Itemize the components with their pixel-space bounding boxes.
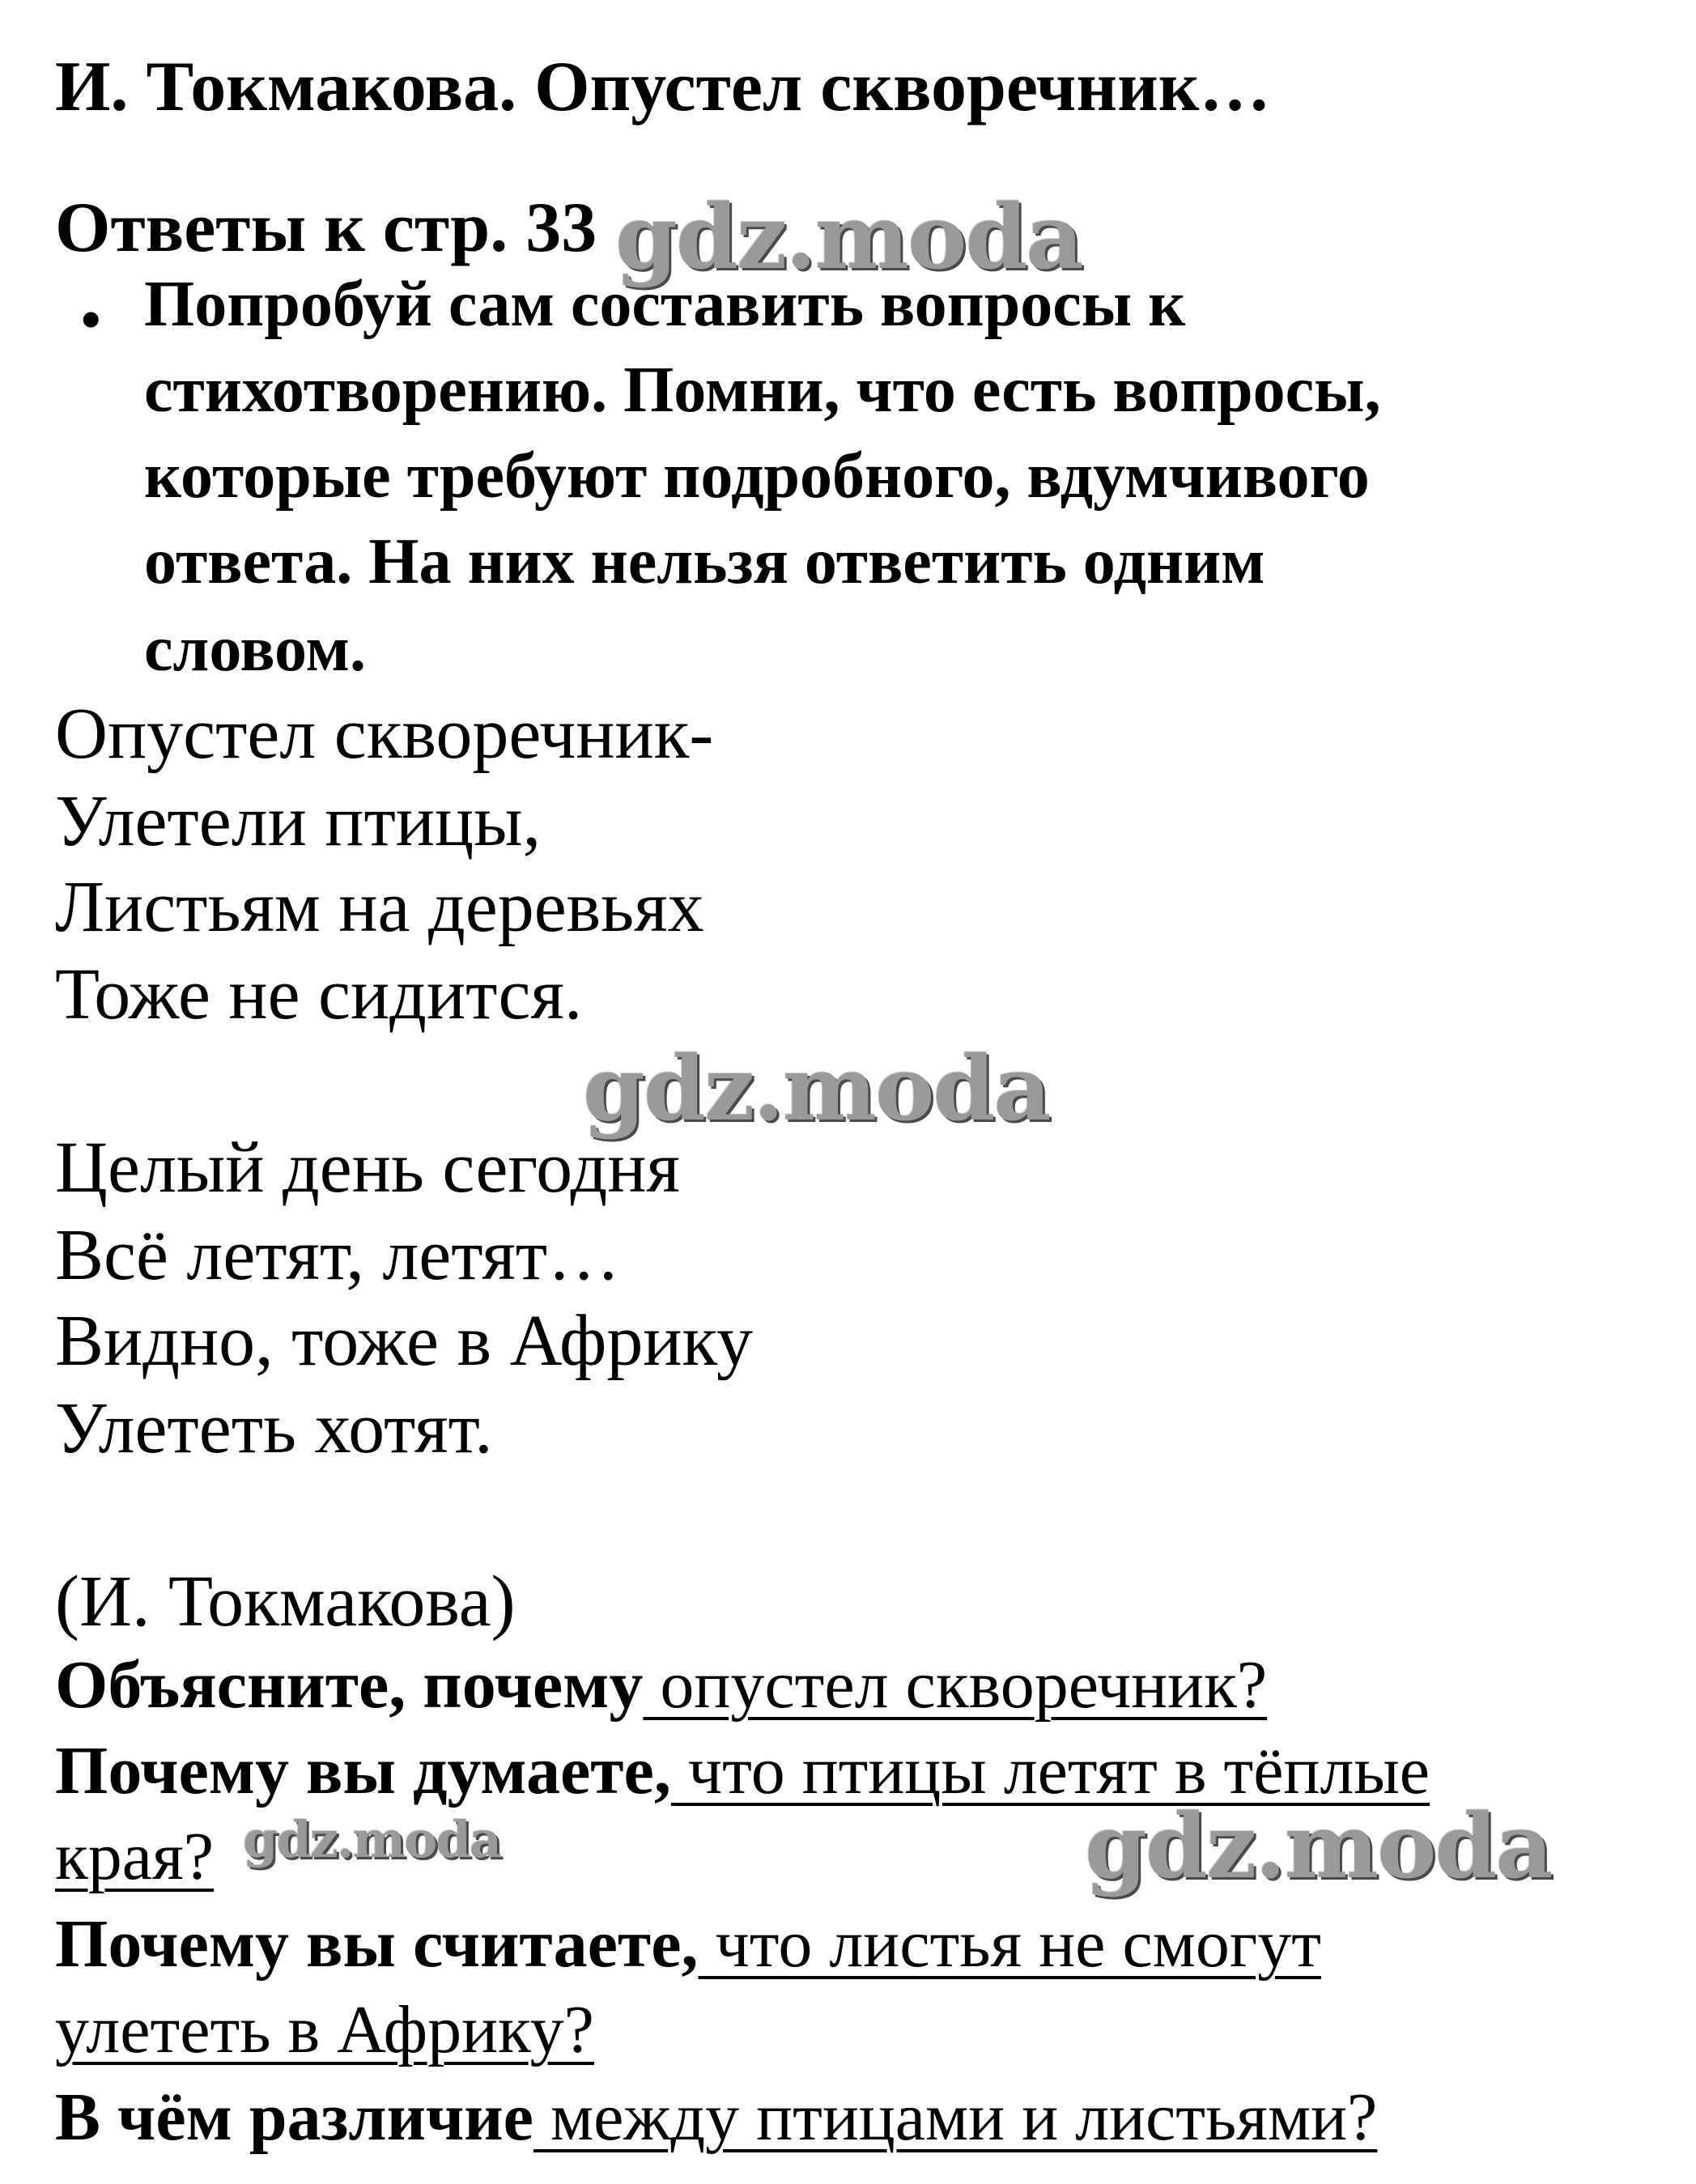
question-1 — [55, 1647, 1268, 1723]
watermark-logo: gdz.moda — [243, 1810, 500, 1869]
question-lead: Почему вы думаете, — [55, 1733, 671, 1808]
question-text: опустел скворечник? — [643, 1647, 1268, 1723]
poem-line: Листьям на деревьях — [55, 867, 704, 947]
watermark-logo: gdz.moda — [615, 185, 1082, 289]
task-line: Попробуй сам составить вопросы к — [144, 269, 1186, 340]
bullet-marker: • — [81, 289, 101, 351]
watermark-logo: gdz.moda — [1085, 1794, 1552, 1898]
poem-line: Видно, тоже в Африку — [55, 1301, 753, 1381]
page-title: И. Токмакова. Опустел скворечник… — [55, 48, 1271, 126]
question-2-continued: края? — [55, 1819, 215, 1894]
question-3-continued: улететь в Африку? — [55, 1992, 594, 2067]
answers-heading: Ответы к стр. 33 — [55, 189, 597, 267]
poem-line: Целый день сегодня — [55, 1128, 680, 1208]
poem-line: Улететь хотят. — [55, 1388, 493, 1468]
question-text: что листья не смогут — [698, 1906, 1321, 1982]
watermark-logo: gdz.moda — [583, 1036, 1050, 1141]
task-line: ответа. На них нельзя ответить одним — [144, 526, 1265, 597]
question-3 — [55, 1906, 1321, 1982]
question-lead: В чём различие — [55, 2080, 533, 2155]
question-lead: Объясните, почему — [55, 1647, 644, 1723]
task-line: стихотворению. Помни, что есть вопросы, — [144, 355, 1381, 426]
poem-line: Улетели птицы, — [55, 781, 542, 861]
poem-line: Всё летят, летят… — [55, 1215, 621, 1295]
poem-author: (И. Токмакова) — [55, 1562, 516, 1642]
poem-line: Опустел скворечник- — [55, 694, 714, 774]
poem-line: Тоже не сидится. — [55, 954, 583, 1035]
task-line: словом. — [144, 614, 367, 685]
task-line: которые требуют подробного, вдумчивого — [144, 440, 1370, 512]
question-4 — [55, 2080, 1378, 2155]
question-text: что птицы летят в тёплые — [670, 1733, 1430, 1808]
question-text: между птицами и листьями? — [533, 2080, 1378, 2155]
question-lead: Почему вы считаете, — [55, 1906, 699, 1982]
